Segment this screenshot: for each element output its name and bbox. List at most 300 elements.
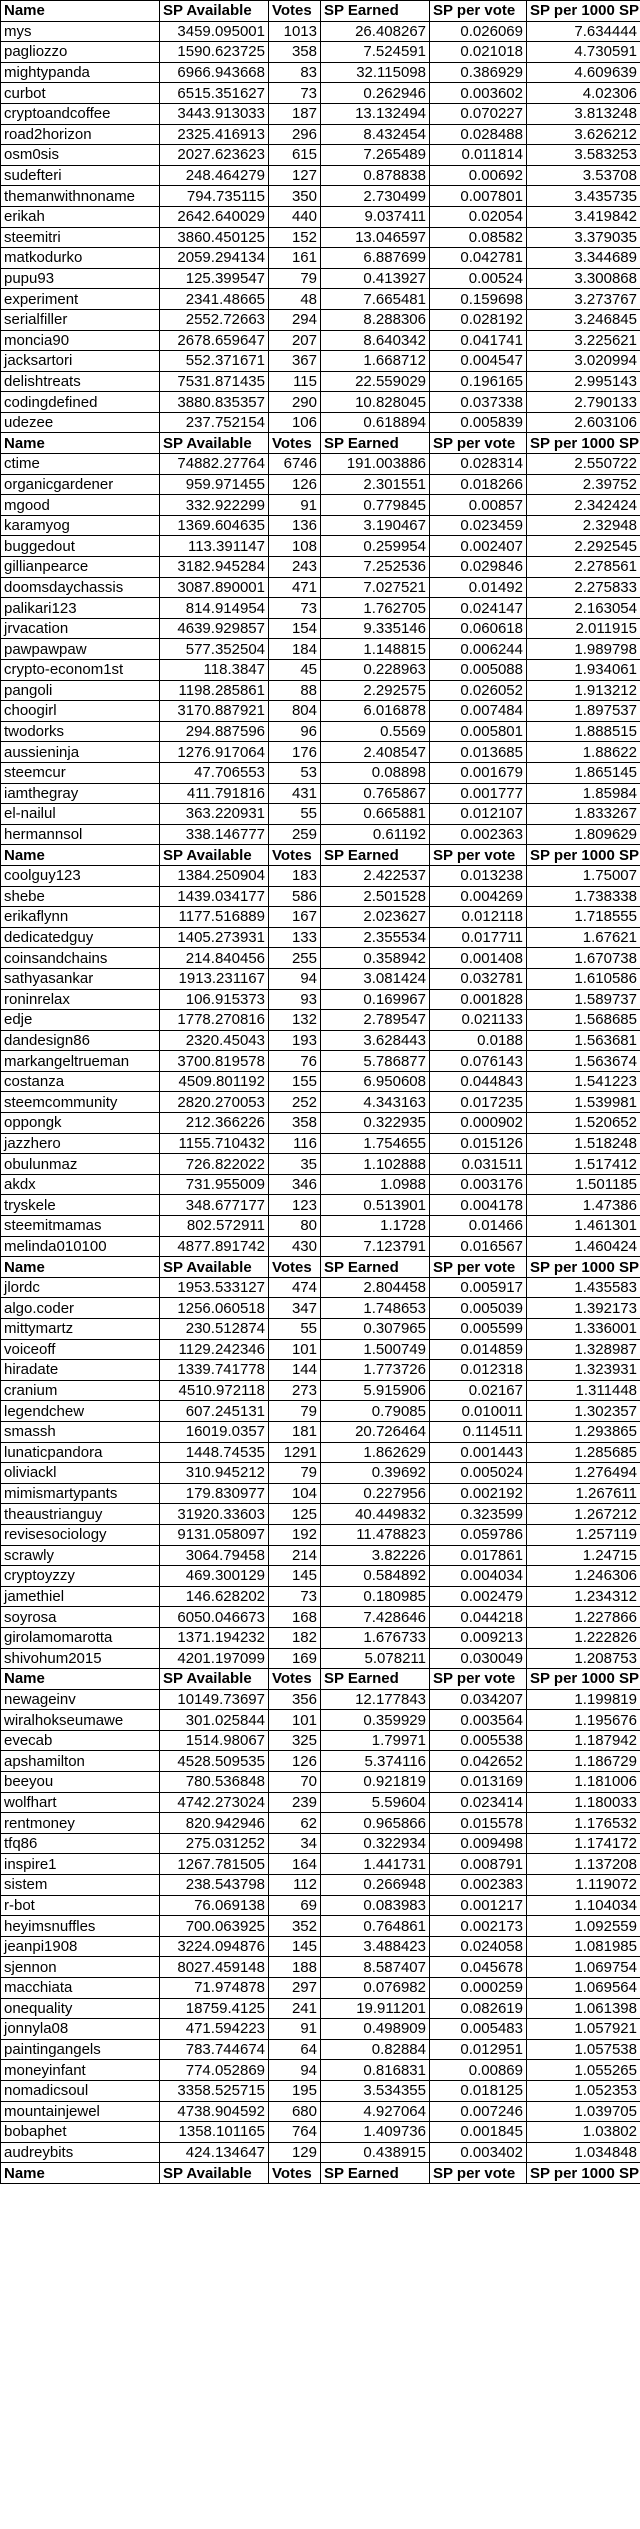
cell-sp-available: 3087.890001 [160, 577, 269, 598]
cell-sp-earned: 4.927064 [321, 2101, 430, 2122]
cell-sp-earned: 8.640342 [321, 330, 430, 351]
cell-sp-earned: 3.628443 [321, 1030, 430, 1051]
cell-name: crypto-econom1st [1, 660, 160, 681]
cell-sp-per-vote: 0.003564 [430, 1710, 527, 1731]
cell-sp-per-1000-sp: 1.293865 [527, 1421, 640, 1442]
cell-sp-earned: 6.016878 [321, 701, 430, 722]
cell-name: apshamilton [1, 1751, 160, 1772]
cell-name: choogirl [1, 701, 160, 722]
cell-sp-per-1000-sp: 1.234312 [527, 1586, 640, 1607]
cell-sp-per-vote: 0.023414 [430, 1792, 527, 1813]
cell-votes: 1013 [269, 21, 321, 42]
cell-sp-earned: 8.432454 [321, 124, 430, 145]
cell-sp-earned: 0.307965 [321, 1319, 430, 1340]
cell-votes: 294 [269, 309, 321, 330]
cell-sp-per-1000-sp: 1.186729 [527, 1751, 640, 1772]
table-row [1, 639, 640, 660]
table-row [1, 1833, 640, 1854]
cell-name: edje [1, 1010, 160, 1031]
cell-sp-per-1000-sp: 1.276494 [527, 1463, 640, 1484]
header-sp-per-1000-sp: SP per 1000 SP [527, 1669, 640, 1690]
cell-sp-available: 4201.197099 [160, 1648, 269, 1669]
cell-votes: 193 [269, 1030, 321, 1051]
cell-name: dedicatedguy [1, 927, 160, 948]
cell-sp-available: 3459.095001 [160, 21, 269, 42]
table-row [1, 1113, 640, 1134]
cell-sp-per-1000-sp: 1.563674 [527, 1051, 640, 1072]
cell-sp-per-vote: 0.044843 [430, 1071, 527, 1092]
header-sp-per-1000-sp: SP per 1000 SP [527, 845, 640, 866]
cell-sp-earned: 0.259954 [321, 536, 430, 557]
cell-sp-earned: 0.5569 [321, 721, 430, 742]
table-row [1, 1236, 640, 1257]
table-row [1, 557, 640, 578]
cell-name: road2horizon [1, 124, 160, 145]
cell-sp-per-vote: 0.012951 [430, 2039, 527, 2060]
table-row [1, 103, 640, 124]
cell-sp-available: 125.399547 [160, 268, 269, 289]
cell-votes: 76 [269, 1051, 321, 1072]
cell-sp-per-vote: 0.005599 [430, 1319, 527, 1340]
cell-sp-available: 76.069138 [160, 1895, 269, 1916]
cell-sp-per-1000-sp: 1.435583 [527, 1277, 640, 1298]
cell-sp-available: 1177.516889 [160, 907, 269, 928]
cell-votes: 259 [269, 824, 321, 845]
cell-name: mountainjewel [1, 2101, 160, 2122]
cell-sp-earned: 0.82884 [321, 2039, 430, 2060]
table-row [1, 248, 640, 269]
cell-name: jonnyla08 [1, 2019, 160, 2040]
cell-sp-per-1000-sp: 1.85984 [527, 783, 640, 804]
cell-sp-per-1000-sp: 1.913212 [527, 680, 640, 701]
cell-sp-per-vote: 0.024147 [430, 598, 527, 619]
cell-sp-per-vote: 0.018125 [430, 2080, 527, 2101]
cell-sp-available: 294.887596 [160, 721, 269, 742]
cell-sp-per-vote: 0.026069 [430, 21, 527, 42]
cell-sp-per-1000-sp: 2.995143 [527, 371, 640, 392]
cell-sp-earned: 3.190467 [321, 515, 430, 536]
header-votes: Votes [269, 433, 321, 454]
table-row [1, 1195, 640, 1216]
cell-sp-per-1000-sp: 1.520652 [527, 1113, 640, 1134]
cell-sp-per-1000-sp: 1.104034 [527, 1895, 640, 1916]
cell-sp-per-vote: 0.016567 [430, 1236, 527, 1257]
cell-name: tfq86 [1, 1833, 160, 1854]
cell-sp-earned: 0.359929 [321, 1710, 430, 1731]
cell-sp-available: 794.735115 [160, 186, 269, 207]
cell-sp-earned: 0.765867 [321, 783, 430, 804]
cell-name: steemitri [1, 227, 160, 248]
cell-sp-per-vote: 0.00857 [430, 495, 527, 516]
cell-sp-per-vote: 0.005801 [430, 721, 527, 742]
cell-name: mimismartypants [1, 1483, 160, 1504]
cell-sp-earned: 3.488423 [321, 1936, 430, 1957]
table-row [1, 989, 640, 1010]
cell-sp-earned: 40.449832 [321, 1504, 430, 1525]
cell-sp-earned: 13.132494 [321, 103, 430, 124]
cell-sp-per-1000-sp: 1.517412 [527, 1154, 640, 1175]
cell-name: wiralhokseumawe [1, 1710, 160, 1731]
cell-sp-per-vote: 0.060618 [430, 618, 527, 639]
table-row [1, 2142, 640, 2163]
cell-sp-earned: 2.292575 [321, 680, 430, 701]
cell-votes: 106 [269, 412, 321, 433]
cell-sp-per-1000-sp: 1.865145 [527, 762, 640, 783]
cell-sp-per-vote: 0.029846 [430, 557, 527, 578]
header-sp-available: SP Available [160, 2163, 269, 2184]
cell-votes: 62 [269, 1813, 321, 1834]
cell-sp-earned: 9.037411 [321, 206, 430, 227]
table-row [1, 2101, 640, 2122]
cell-name: heyimsnuffles [1, 1916, 160, 1937]
cell-sp-per-1000-sp: 7.634444 [527, 21, 640, 42]
cell-sp-available: 106.915373 [160, 989, 269, 1010]
table-row [1, 1792, 640, 1813]
cell-name: obulunmaz [1, 1154, 160, 1175]
cell-votes: 273 [269, 1380, 321, 1401]
table-row [1, 1566, 640, 1587]
cell-sp-available: 4742.273024 [160, 1792, 269, 1813]
header-sp-earned: SP Earned [321, 2163, 430, 2184]
cell-sp-earned: 0.498909 [321, 2019, 430, 2040]
cell-sp-per-1000-sp: 1.285685 [527, 1442, 640, 1463]
header-name: Name [1, 433, 160, 454]
cell-sp-earned: 7.665481 [321, 289, 430, 310]
cell-sp-earned: 8.288306 [321, 309, 430, 330]
header-sp-available: SP Available [160, 1, 269, 22]
cell-sp-earned: 7.123791 [321, 1236, 430, 1257]
cell-sp-per-1000-sp: 3.53708 [527, 165, 640, 186]
table-row [1, 1421, 640, 1442]
cell-sp-per-1000-sp: 4.02306 [527, 83, 640, 104]
cell-name: evecab [1, 1730, 160, 1751]
cell-sp-per-vote: 0.011814 [430, 145, 527, 166]
cell-sp-per-1000-sp: 1.039705 [527, 2101, 640, 2122]
cell-sp-per-1000-sp: 1.137208 [527, 1854, 640, 1875]
cell-name: mys [1, 21, 160, 42]
cell-sp-earned: 0.227956 [321, 1483, 430, 1504]
header-sp-available: SP Available [160, 1257, 269, 1278]
cell-sp-per-1000-sp: 1.24715 [527, 1545, 640, 1566]
cell-sp-per-vote: 0.013685 [430, 742, 527, 763]
spreadsheet-body [1, 1, 640, 2184]
cell-sp-earned: 1.773726 [321, 1360, 430, 1381]
cell-votes: 48 [269, 289, 321, 310]
cell-sp-earned: 1.762705 [321, 598, 430, 619]
table-row [1, 1339, 640, 1360]
cell-name: rentmoney [1, 1813, 160, 1834]
cell-sp-earned: 5.59604 [321, 1792, 430, 1813]
cell-votes: 358 [269, 1113, 321, 1134]
cell-sp-earned: 0.413927 [321, 268, 430, 289]
cell-name: oppongk [1, 1113, 160, 1134]
cell-sp-per-1000-sp: 1.302357 [527, 1401, 640, 1422]
cell-sp-per-vote: 0.082619 [430, 1998, 527, 2019]
cell-name: coolguy123 [1, 865, 160, 886]
cell-votes: 91 [269, 495, 321, 516]
cell-sp-per-vote: 0.015578 [430, 1813, 527, 1834]
table-row [1, 1524, 640, 1545]
cell-sp-per-vote: 0.005483 [430, 2019, 527, 2040]
cell-sp-per-1000-sp: 1.670738 [527, 948, 640, 969]
cell-votes: 680 [269, 2101, 321, 2122]
table-row [1, 1298, 640, 1319]
table-row [1, 1730, 640, 1751]
cell-votes: 73 [269, 1586, 321, 1607]
cell-sp-per-1000-sp: 1.88622 [527, 742, 640, 763]
table-row [1, 907, 640, 928]
cell-sp-available: 1276.917064 [160, 742, 269, 763]
cell-votes: 144 [269, 1360, 321, 1381]
cell-sp-per-vote: 0.00869 [430, 2060, 527, 2081]
cell-votes: 764 [269, 2122, 321, 2143]
table-row [1, 1936, 640, 1957]
cell-sp-available: 310.945212 [160, 1463, 269, 1484]
cell-sp-per-vote: 0.032781 [430, 968, 527, 989]
cell-sp-available: 7531.871435 [160, 371, 269, 392]
cell-sp-per-1000-sp: 1.057921 [527, 2019, 640, 2040]
header-row [1, 845, 640, 866]
table-row [1, 1442, 640, 1463]
cell-votes: 367 [269, 351, 321, 372]
cell-sp-earned: 1.1728 [321, 1216, 430, 1237]
table-row [1, 536, 640, 557]
cell-sp-available: 3700.819578 [160, 1051, 269, 1072]
cell-sp-available: 780.536848 [160, 1772, 269, 1793]
cell-sp-per-vote: 0.059786 [430, 1524, 527, 1545]
cell-name: doomsdaychassis [1, 577, 160, 598]
cell-sp-available: 31920.33603 [160, 1504, 269, 1525]
cell-sp-per-vote: 0.000259 [430, 1978, 527, 1999]
cell-sp-per-vote: 0.003402 [430, 2142, 527, 2163]
cell-sp-earned: 2.730499 [321, 186, 430, 207]
cell-sp-per-1000-sp: 1.610586 [527, 968, 640, 989]
cell-sp-earned: 1.409736 [321, 2122, 430, 2143]
cell-sp-earned: 3.081424 [321, 968, 430, 989]
table-row [1, 186, 640, 207]
table-row [1, 598, 640, 619]
cell-name: algo.coder [1, 1298, 160, 1319]
cell-sp-per-vote: 0.001777 [430, 783, 527, 804]
cell-sp-per-vote: 0.026052 [430, 680, 527, 701]
cell-votes: 152 [269, 227, 321, 248]
cell-sp-per-vote: 0.386929 [430, 62, 527, 83]
cell-sp-per-vote: 0.006244 [430, 639, 527, 660]
cell-votes: 356 [269, 1689, 321, 1710]
cell-sp-per-1000-sp: 1.336001 [527, 1319, 640, 1340]
cell-sp-earned: 0.083983 [321, 1895, 430, 1916]
cell-sp-earned: 0.513901 [321, 1195, 430, 1216]
cell-votes: 35 [269, 1154, 321, 1175]
table-row [1, 824, 640, 845]
table-row [1, 2039, 640, 2060]
cell-sp-per-1000-sp: 1.568685 [527, 1010, 640, 1031]
cell-sp-per-vote: 0.00524 [430, 268, 527, 289]
cell-votes: 145 [269, 1566, 321, 1587]
cell-sp-available: 301.025844 [160, 1710, 269, 1731]
cell-sp-earned: 0.180985 [321, 1586, 430, 1607]
cell-sp-earned: 8.587407 [321, 1957, 430, 1978]
cell-name: hiradate [1, 1360, 160, 1381]
cell-sp-per-1000-sp: 2.550722 [527, 454, 640, 475]
cell-sp-earned: 32.115098 [321, 62, 430, 83]
cell-sp-per-1000-sp: 1.081985 [527, 1936, 640, 1957]
cell-sp-earned: 13.046597 [321, 227, 430, 248]
header-sp-per-1000-sp: SP per 1000 SP [527, 1257, 640, 1278]
table-row [1, 454, 640, 475]
cell-votes: 91 [269, 2019, 321, 2040]
cell-sp-earned: 5.078211 [321, 1648, 430, 1669]
cell-sp-per-1000-sp: 1.208753 [527, 1648, 640, 1669]
cell-sp-available: 726.822022 [160, 1154, 269, 1175]
table-row [1, 474, 640, 495]
cell-votes: 127 [269, 165, 321, 186]
cell-sp-per-1000-sp: 3.379035 [527, 227, 640, 248]
cell-sp-available: 1358.101165 [160, 2122, 269, 2143]
cell-sp-earned: 0.266948 [321, 1875, 430, 1896]
cell-sp-per-1000-sp: 4.730591 [527, 42, 640, 63]
table-row [1, 1174, 640, 1195]
cell-votes: 168 [269, 1607, 321, 1628]
cell-name: markangeltrueman [1, 1051, 160, 1072]
cell-sp-earned: 0.076982 [321, 1978, 430, 1999]
table-row [1, 1010, 640, 1031]
cell-sp-per-vote: 0.010011 [430, 1401, 527, 1422]
table-row [1, 1875, 640, 1896]
cell-sp-available: 552.371671 [160, 351, 269, 372]
cell-name: lunaticpandora [1, 1442, 160, 1463]
cell-sp-earned: 0.79085 [321, 1401, 430, 1422]
cell-sp-per-vote: 0.001443 [430, 1442, 527, 1463]
cell-votes: 255 [269, 948, 321, 969]
cell-name: akdx [1, 1174, 160, 1195]
cell-sp-per-1000-sp: 1.392173 [527, 1298, 640, 1319]
cell-votes: 64 [269, 2039, 321, 2060]
cell-sp-per-1000-sp: 3.246845 [527, 309, 640, 330]
cell-sp-per-vote: 0.037338 [430, 392, 527, 413]
cell-sp-per-1000-sp: 2.278561 [527, 557, 640, 578]
cell-name: macchiata [1, 1978, 160, 1999]
table-row [1, 927, 640, 948]
cell-votes: 83 [269, 62, 321, 83]
cell-sp-available: 1439.034177 [160, 886, 269, 907]
cell-sp-available: 118.3847 [160, 660, 269, 681]
cell-name: sathyasankar [1, 968, 160, 989]
table-row [1, 351, 640, 372]
cell-sp-earned: 11.478823 [321, 1524, 430, 1545]
cell-votes: 243 [269, 557, 321, 578]
table-row [1, 1607, 640, 1628]
cell-name: cryptoandcoffee [1, 103, 160, 124]
cell-sp-per-vote: 0.323599 [430, 1504, 527, 1525]
cell-name: serialfiller [1, 309, 160, 330]
cell-votes: 239 [269, 1792, 321, 1813]
table-row [1, 1380, 640, 1401]
cell-sp-available: 3880.835357 [160, 392, 269, 413]
cell-sp-per-vote: 0.017235 [430, 1092, 527, 1113]
cell-votes: 207 [269, 330, 321, 351]
cell-votes: 1291 [269, 1442, 321, 1463]
header-votes: Votes [269, 1669, 321, 1690]
cell-sp-per-vote: 0.070227 [430, 103, 527, 124]
header-sp-per-vote: SP per vote [430, 1, 527, 22]
cell-sp-per-vote: 0.002192 [430, 1483, 527, 1504]
cell-votes: 112 [269, 1875, 321, 1896]
cell-sp-per-1000-sp: 1.888515 [527, 721, 640, 742]
table-row [1, 515, 640, 536]
cell-sp-per-vote: 0.196165 [430, 371, 527, 392]
cell-sp-per-1000-sp: 2.790133 [527, 392, 640, 413]
cell-name: iamthegray [1, 783, 160, 804]
cell-name: theaustrianguy [1, 1504, 160, 1525]
header-name: Name [1, 845, 160, 866]
cell-votes: 93 [269, 989, 321, 1010]
cell-votes: 55 [269, 1319, 321, 1340]
cell-name: soyrosa [1, 1607, 160, 1628]
cell-sp-per-vote: 0.044218 [430, 1607, 527, 1628]
cell-sp-per-vote: 0.02054 [430, 206, 527, 227]
cell-sp-earned: 0.921819 [321, 1772, 430, 1793]
cell-name: costanza [1, 1071, 160, 1092]
cell-sp-earned: 7.524591 [321, 42, 430, 63]
cell-sp-per-vote: 0.001828 [430, 989, 527, 1010]
cell-sp-earned: 2.804458 [321, 1277, 430, 1298]
cell-sp-per-1000-sp: 1.589737 [527, 989, 640, 1010]
cell-votes: 96 [269, 721, 321, 742]
cell-votes: 430 [269, 1236, 321, 1257]
table-row [1, 412, 640, 433]
header-votes: Votes [269, 1257, 321, 1278]
table-row [1, 1092, 640, 1113]
cell-sp-per-vote: 0.041741 [430, 330, 527, 351]
cell-name: sudefteri [1, 165, 160, 186]
cell-sp-per-1000-sp: 3.225621 [527, 330, 640, 351]
table-row [1, 948, 640, 969]
cell-sp-per-vote: 0.013238 [430, 865, 527, 886]
cell-votes: 133 [269, 927, 321, 948]
cell-name: palikari123 [1, 598, 160, 619]
cell-sp-available: 16019.0357 [160, 1421, 269, 1442]
cell-sp-earned: 1.748653 [321, 1298, 430, 1319]
cell-sp-per-vote: 0.004547 [430, 351, 527, 372]
cell-votes: 192 [269, 1524, 321, 1545]
table-row [1, 1648, 640, 1669]
cell-sp-per-1000-sp: 2.39752 [527, 474, 640, 495]
cell-sp-earned: 9.335146 [321, 618, 430, 639]
cell-votes: 45 [269, 660, 321, 681]
cell-sp-per-1000-sp: 1.539981 [527, 1092, 640, 1113]
cell-sp-per-vote: 0.003176 [430, 1174, 527, 1195]
cell-sp-per-vote: 0.012118 [430, 907, 527, 928]
cell-votes: 181 [269, 1421, 321, 1442]
cell-sp-available: 774.052869 [160, 2060, 269, 2081]
cell-votes: 136 [269, 515, 321, 536]
cell-name: curbot [1, 83, 160, 104]
cell-sp-available: 3170.887921 [160, 701, 269, 722]
cell-votes: 154 [269, 618, 321, 639]
table-row [1, 2122, 640, 2143]
cell-sp-earned: 0.39692 [321, 1463, 430, 1484]
cell-sp-available: 230.512874 [160, 1319, 269, 1340]
header-sp-earned: SP Earned [321, 1669, 430, 1690]
table-row [1, 1051, 640, 1072]
header-votes: Votes [269, 1, 321, 22]
cell-sp-earned: 2.422537 [321, 865, 430, 886]
table-row [1, 1998, 640, 2019]
cell-sp-per-1000-sp: 1.061398 [527, 1998, 640, 2019]
cell-sp-available: 214.840456 [160, 948, 269, 969]
header-name: Name [1, 2163, 160, 2184]
